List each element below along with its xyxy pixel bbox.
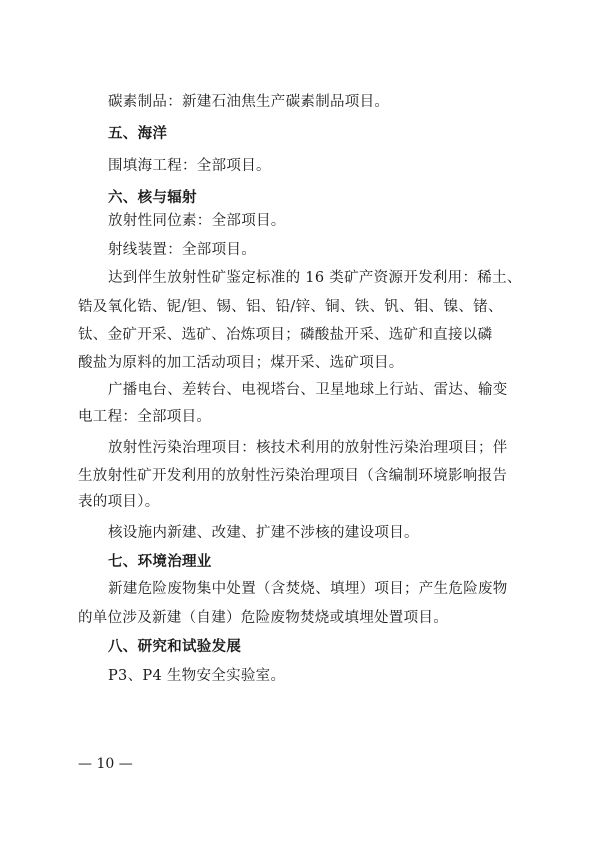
section-heading: 五、海洋: [108, 126, 168, 142]
text-line: 核设施内新建、改建、扩建不涉核的建设项目。: [108, 525, 419, 541]
text-line: 电工程：全部项目。: [78, 409, 212, 425]
text-line: 碳素制品：新建石油焦生产碳素制品项目。: [108, 94, 390, 110]
text-line: 广播电台、差转台、电视塔台、卫星地球上行站、雷达、输变: [108, 382, 508, 398]
text-line: 表的项目）。: [78, 494, 160, 510]
text-line: 放射性同位素：全部项目。: [108, 213, 286, 229]
text-line: 生放射性矿开发利用的放射性污染治理项目（含编制环境影响报告: [78, 468, 508, 484]
section-heading: 八、研究和试验发展: [108, 639, 242, 655]
page-number: — 10 —: [78, 756, 133, 772]
section-heading: 七、环境治理业: [108, 554, 212, 570]
text-line: 的单位涉及新建（自建）危险废物焚烧或填埋处置项目。: [78, 610, 448, 626]
text-line: 射线装置：全部项目。: [108, 242, 256, 258]
text-line: 锆及氧化锆、铌/钽、锡、铝、铅/锌、铜、铁、钒、钼、镍、锗、: [78, 299, 503, 315]
text-line: 放射性污染治理项目：核技术利用的放射性污染治理项目；伴: [108, 440, 508, 456]
text-line: P3、P4 生物安全实验室。: [108, 668, 286, 684]
text-line: 围填海工程：全部项目。: [108, 158, 271, 174]
text-line: 达到伴生放射性矿鉴定标准的 16 类矿产资源开发利用：稀土、: [108, 270, 522, 286]
text-line: 新建危险废物集中处置（含焚烧、填埋）项目；产生危险废物: [108, 581, 508, 597]
section-heading: 六、核与辐射: [108, 190, 197, 206]
text-line: 酸盐为原料的加工活动项目；煤开采、选矿项目。: [78, 355, 404, 371]
text-line: 钛、金矿开采、选矿、冶炼项目；磷酸盐开采、选矿和直接以磷: [78, 327, 493, 343]
